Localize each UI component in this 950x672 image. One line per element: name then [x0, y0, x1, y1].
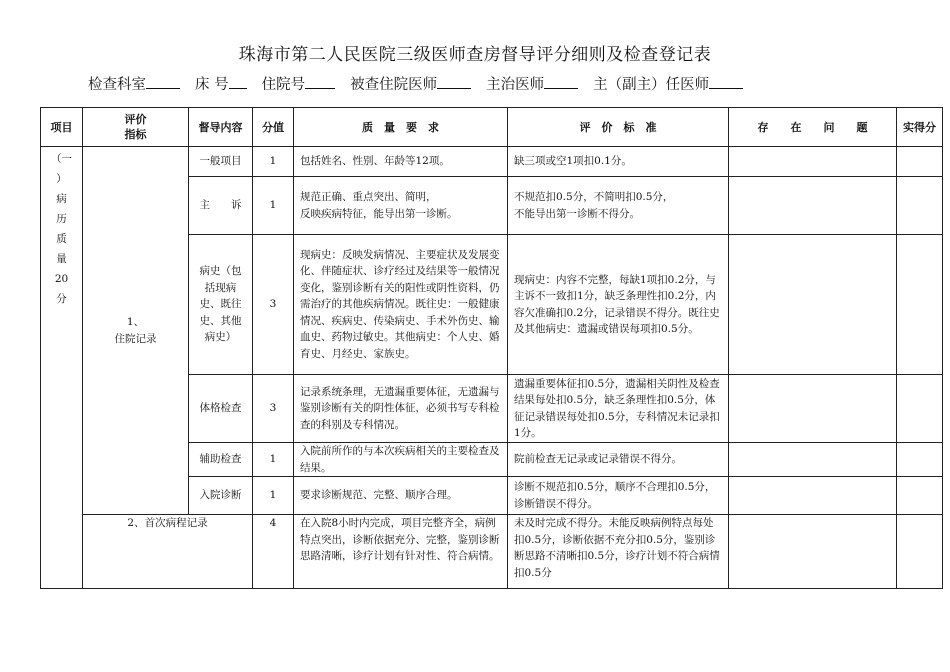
- header-field-label: 主（副主）任医师: [593, 77, 710, 93]
- header-content: 督导内容: [189, 108, 253, 147]
- header-field: [88, 73, 180, 94]
- category-text: （一: [51, 153, 72, 165]
- score-cell: 1: [253, 147, 294, 177]
- content-cell: 入院诊断: [189, 477, 253, 515]
- standard-cell: 院前检查无记录或记录错误不得分。: [508, 443, 729, 477]
- score-cell: 1: [253, 177, 294, 235]
- category-text: 量: [56, 253, 67, 265]
- header-eval-line1: 评价: [124, 113, 147, 126]
- requirement-cell: 现病史：反映发病情况、主要症状及发展变化、伴随症状、诊疗经过及结果等一般情况变化，鉴别诊断有关的阳性或阴性资料，仍需治疗的其他疾病情况。既往史：一般健康情况、疾病史、传染病史、手术外伤史、输血史、药物过敏史。其他病史：个人史、婚育史、月经史、家族史。: [294, 235, 508, 375]
- issues-cell: [729, 375, 897, 443]
- header-field-blank: [437, 74, 471, 89]
- header-field-blank: [544, 74, 578, 89]
- header-fields: [88, 73, 758, 94]
- header-field: [350, 73, 471, 94]
- header-score: 分值: [253, 108, 294, 147]
- issues-cell: [729, 235, 897, 375]
- requirement-cell: 在入院8小时内完成，项目完整齐全，病例特点突出，诊断依据充分、完整，鉴别诊断思路清晰，诊疗计划有针对性、符合病情。: [294, 515, 508, 589]
- header-quality: 质 量 要 求: [294, 108, 508, 147]
- category-cell: [41, 147, 83, 589]
- header-eval-indicator: [83, 108, 189, 147]
- issues-cell: [729, 477, 897, 515]
- header-field-blank: [709, 74, 743, 89]
- actual-score-cell: [897, 177, 943, 235]
- header-field-label: 床 号: [195, 77, 229, 93]
- evaluation-table: [40, 107, 943, 589]
- group-label-number: 1、: [126, 316, 145, 328]
- score-cell: 1: [253, 443, 294, 477]
- issues-cell: [729, 515, 897, 589]
- actual-score-cell: [897, 235, 943, 375]
- header-actual-score: 实得分: [897, 108, 943, 147]
- content-cell: 主 诉: [189, 177, 253, 235]
- header-field: [262, 73, 336, 94]
- content-cell: 辅助检查: [189, 443, 253, 477]
- header-field-blank: [229, 74, 247, 89]
- header-field-label: 被查住院医师: [350, 77, 438, 93]
- table-header-row: [41, 108, 943, 147]
- standard-cell: 不规范扣0.5分，不简明扣0.5分， 不能导出第一诊断不得分。: [508, 177, 729, 235]
- requirement-cell: 要求诊断规范、完整、顺序合理。: [294, 477, 508, 515]
- score-cell: 4: [253, 515, 294, 589]
- header-eval-line2: 指标: [124, 128, 147, 141]
- header-field-label: 住院号: [261, 77, 306, 93]
- content-cell: 体格检查: [189, 375, 253, 443]
- actual-score-cell: [897, 477, 943, 515]
- header-issues: 存 在 问 题: [729, 108, 897, 147]
- header-item: 项目: [41, 108, 83, 147]
- standard-cell: 遗漏重要体征扣0.5分，遗漏相关阴性及检查结果每处扣0.5分，缺乏条理性扣0.5分，体征记录错误每处扣0.5分，专科情况未记录扣1分。: [508, 375, 729, 443]
- requirement-cell: 入院前所作的与本次疾病相关的主要检查及结果。: [294, 443, 508, 477]
- actual-score-cell: [897, 515, 943, 589]
- header-standard: 评 价 标 准: [508, 108, 729, 147]
- category-text: 20: [54, 273, 69, 285]
- actual-score-cell: [897, 375, 943, 443]
- category-text: 分: [56, 293, 67, 305]
- header-field: [195, 73, 247, 94]
- issues-cell: [729, 443, 897, 477]
- header-field-label: 主治医师: [486, 77, 545, 93]
- category-text: 历: [56, 213, 67, 225]
- header-field-label: 检查科室: [88, 77, 146, 93]
- group-label-first-course-record: 2、首次病程记录: [83, 515, 253, 589]
- requirement-cell: 规范正确、重点突出、简明， 反映疾病特征，能导出第一诊断。: [294, 177, 508, 235]
- header-field: [593, 73, 743, 94]
- standard-cell: 未及时完成不得分。未能反映病例特点每处扣0.5分，诊断依据不充分扣0.5分，鉴别诊断思路不清晰扣0.5分，诊疗计划不符合病情扣0.5分: [508, 515, 729, 589]
- standard-cell: 缺三项或空1项扣0.1分。: [508, 147, 729, 177]
- category-text: ）: [56, 173, 67, 185]
- requirement-cell: 包括姓名、性别、年龄等12项。: [294, 147, 508, 177]
- actual-score-cell: [897, 147, 943, 177]
- standard-cell: 诊断不规范扣0.5分，顺序不合理扣0.5分，诊断错误不得分。: [508, 477, 729, 515]
- header-field-blank: [305, 74, 335, 89]
- requirement-cell: 记录系统条理，无遗漏重要体征，无遗漏与鉴别诊断有关的阴性体征，必须书写专科检查的科别及专科情况。: [294, 375, 508, 443]
- category-text: 病: [56, 193, 67, 205]
- group-label-text: 住院记录: [114, 332, 157, 345]
- content-cell: 一般项目: [189, 147, 253, 177]
- header-field: [486, 73, 578, 94]
- score-cell: 1: [253, 477, 294, 515]
- group-label-inpatient-record: [83, 147, 189, 515]
- category-text: 质: [56, 233, 67, 245]
- issues-cell: [729, 177, 897, 235]
- header-field-blank: [146, 74, 180, 89]
- actual-score-cell: [897, 443, 943, 477]
- standard-cell: 现病史：内容不完整，每缺1项扣0.2分，与主诉不一致扣1分，缺乏条理性扣0.2分，内容欠准确扣0.2分，记录错误不得分。既往史及其他病史：遗漏或错误每项扣0.5分。: [508, 235, 729, 375]
- content-cell: 病史（包 括现病 史、既往 史、其他 病史）: [189, 235, 253, 375]
- page-title: 珠海市第二人民医院三级医师查房督导评分细则及检查登记表: [238, 45, 712, 65]
- table-row: [41, 515, 943, 589]
- score-cell: 3: [253, 235, 294, 375]
- score-cell: 3: [253, 375, 294, 443]
- table-row: [41, 147, 943, 177]
- issues-cell: [729, 147, 897, 177]
